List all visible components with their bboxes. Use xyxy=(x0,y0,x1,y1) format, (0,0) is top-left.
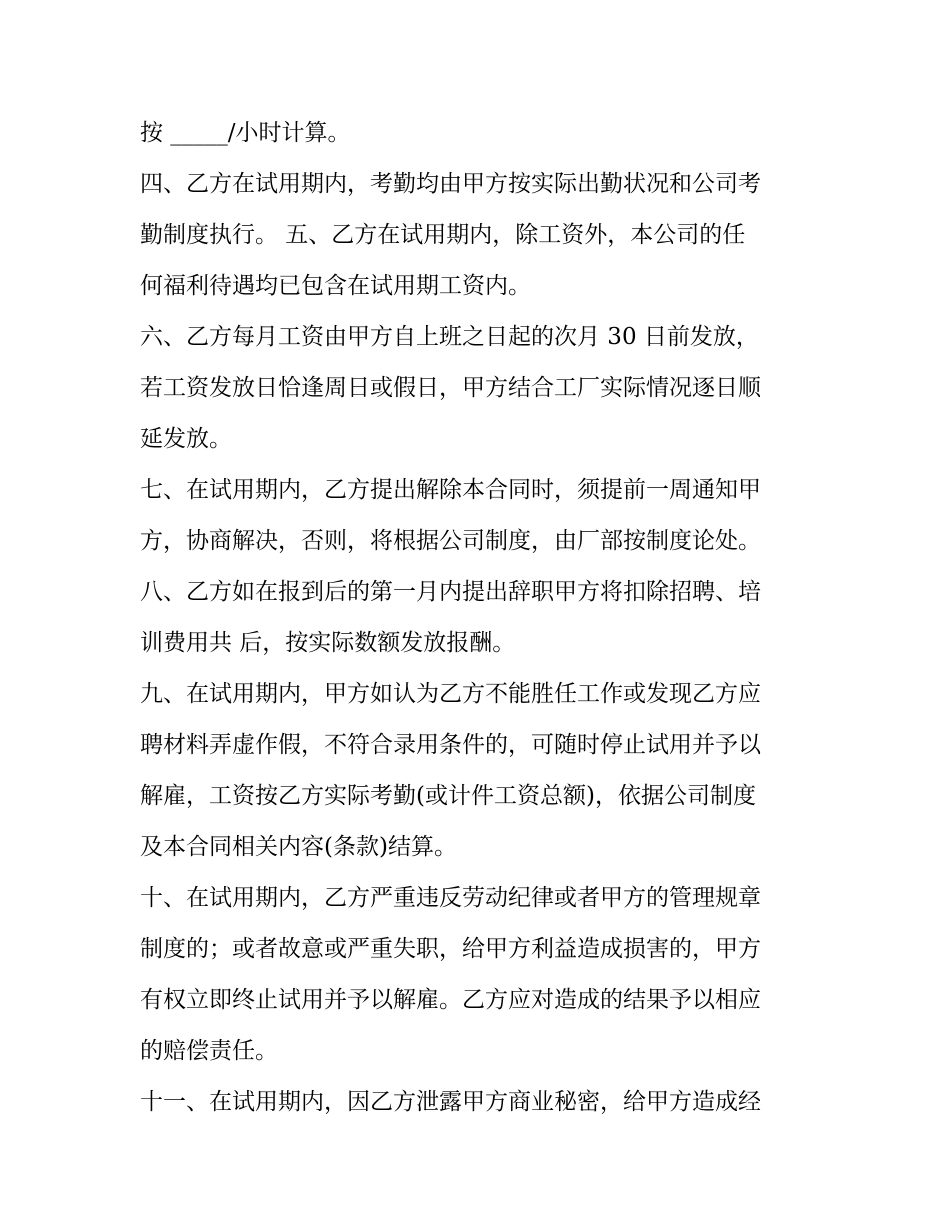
text-line: 方，协商解决，否则，将根据公司制度，由厂部按制度论处。 xyxy=(140,528,761,554)
text-line: 若工资发放日恰逢周日或假日，甲方结合工厂实际情况逐日顺 xyxy=(140,375,761,401)
text-line: 制度的；或者故意或严重失职，给甲方利益造成损害的，甲方 xyxy=(140,936,761,962)
clause-10 xyxy=(140,873,820,1077)
clause-11 xyxy=(140,1077,820,1128)
text-line: 训费用共 后，按实际数额发放报酬。 xyxy=(140,630,516,656)
text-line: 十一、在试用期内，因乙方泄露甲方商业秘密，给甲方造成经 xyxy=(140,1089,761,1115)
clause-8 xyxy=(140,567,820,669)
text-line: 六、乙方每月工资由甲方自上班之日起的次月 30 日前发放， xyxy=(140,324,759,350)
clause-7 xyxy=(140,465,820,567)
text-line: 四、乙方在试用期内，考勤均由甲方按实际出勤状况和公司考 xyxy=(140,171,761,197)
text-line: 及本合同相关内容(条款)结算。 xyxy=(140,834,457,860)
clause-9 xyxy=(140,669,820,873)
text-line: 九、在试用期内，甲方如认为乙方不能胜任工作或发现乙方应 xyxy=(140,681,761,707)
text-line: 有权立即终止试用并予以解雇。乙方应对造成的结果予以相应 xyxy=(140,987,761,1013)
text-line: 十、在试用期内，乙方严重违反劳动纪律或者甲方的管理规章 xyxy=(140,885,761,911)
text-line: 解雇，工资按乙方实际考勤(或计件工资总额)，依据公司制度 xyxy=(140,783,756,809)
text-line: 按 _____/小时计算。 xyxy=(140,120,351,146)
clause-6 xyxy=(140,312,820,465)
clause-4-5 xyxy=(140,159,820,312)
document-body xyxy=(140,108,820,1128)
text-line: 的赔偿责任。 xyxy=(140,1038,278,1064)
text-line: 七、在试用期内，乙方提出解除本合同时，须提前一周通知甲 xyxy=(140,477,761,503)
text-line: 勤制度执行。 五、乙方在试用期内，除工资外，本公司的任 xyxy=(140,222,746,248)
text-line: 八、乙方如在报到后的第一月内提出辞职甲方将扣除招聘、培 xyxy=(140,579,761,605)
text-line: 延发放。 xyxy=(140,426,232,452)
text-line: 聘材料弄虚作假，不符合录用条件的，可随时停止试用并予以 xyxy=(140,732,761,758)
clause-3-tail xyxy=(140,108,820,159)
text-line: 何福利待遇均已包含在试用期工资内。 xyxy=(140,273,531,299)
